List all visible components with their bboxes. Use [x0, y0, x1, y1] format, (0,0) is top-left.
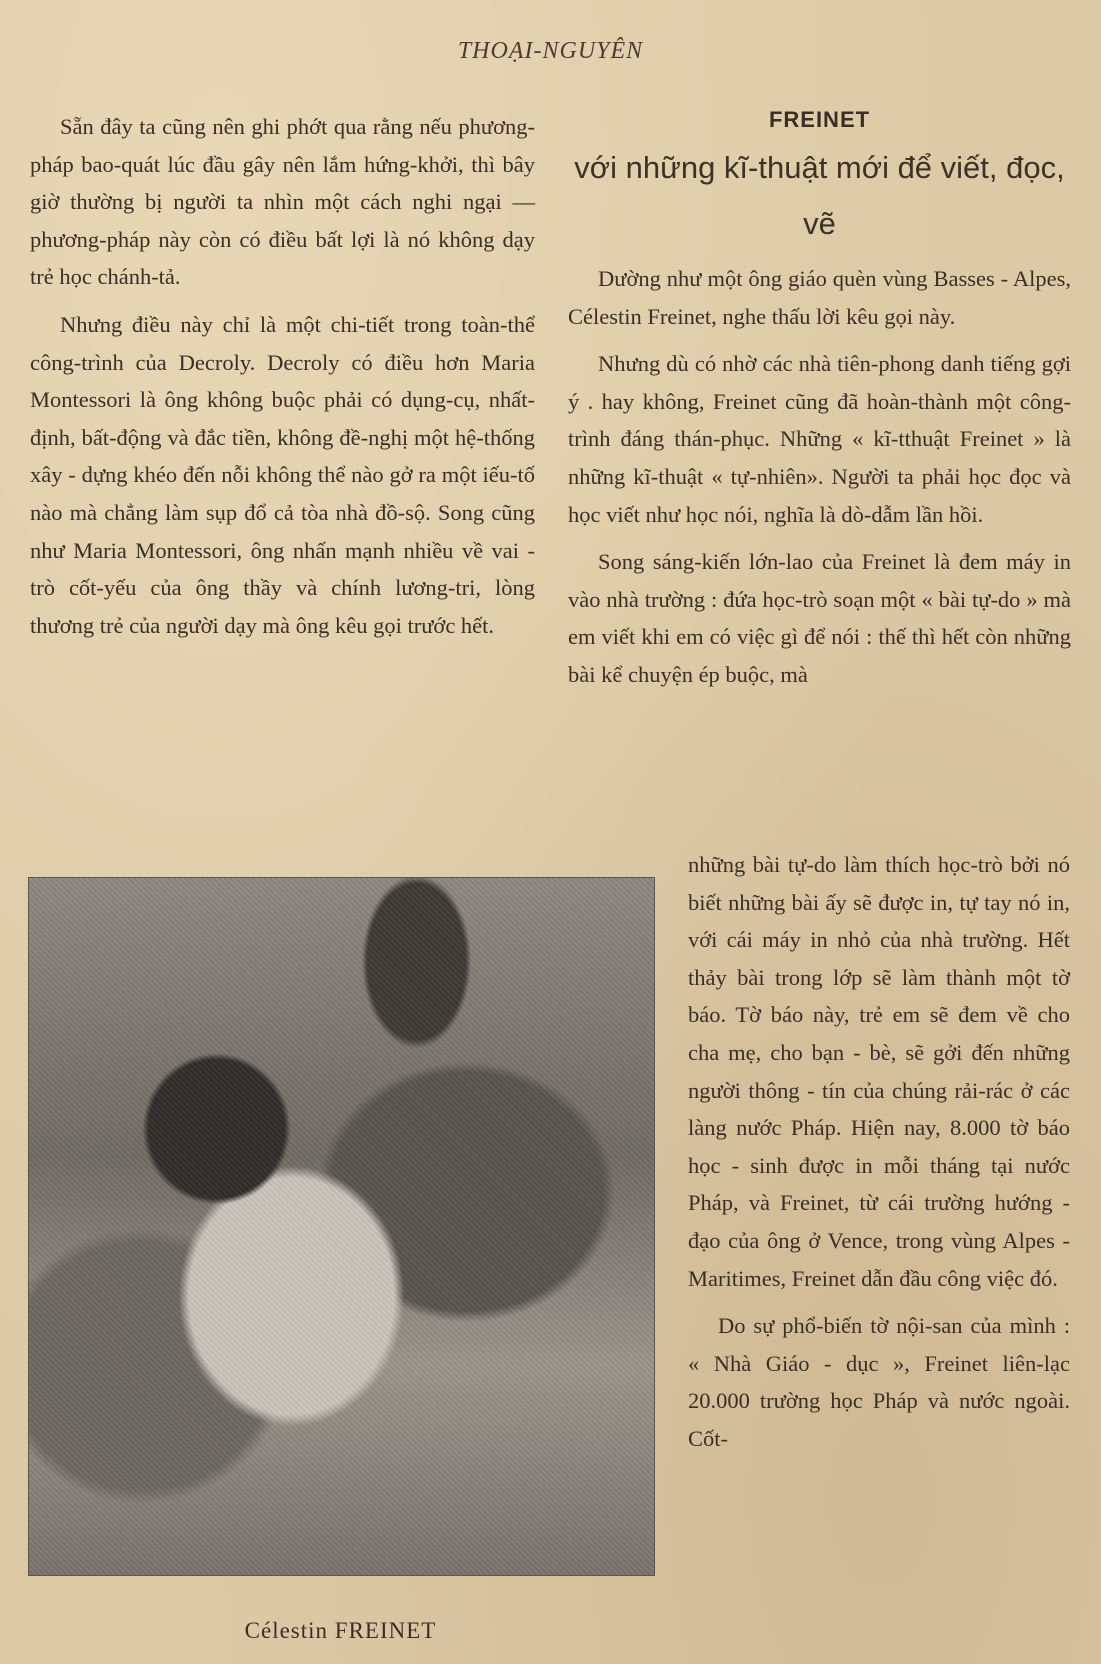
left-paragraph-1: Sẵn đây ta cũng nên ghi phớt qua rằng nếu phương-pháp bao-quát lúc đầu gây nên lắm hứng-khởi, thì bây giờ thường bị người ta nhìn một cách nghi ngại — phương-pháp này còn có điều bất lợi là nó không dạy trẻ học chánh-tả. [30, 114, 535, 290]
photo-celestin-freinet [28, 877, 655, 1576]
running-header: THOẠI-NGUYÊN [457, 38, 644, 64]
article-headline: với những kĩ-thuật mới để viết, đọc, vẽ [574, 150, 1065, 241]
article-paragraph-3: Song sáng-kiến lớn-lao của Freinet là đem máy in vào nhà trường : đứa học-trò soạn một « bài tự-do » mà em viết khi em có việc gì để nói : thế thì hết còn những bài kể chuyện ép buộc, mà [568, 549, 1071, 687]
article-paragraph-4: những bài tự-do làm thích học-trò bởi nó biết những bài ấy sẽ được in, tự tay nó in, với cái máy in nhỏ của nhà trường. Hết thảy bài trong lớp sẽ làm thành một tờ báo. Tờ báo này, trẻ em sẽ đem về cho cha mẹ, cho bạn - bè, sẽ gởi đến những người thông - tín của chúng rải-rác ở các làng nước Pháp. Hiện nay, 8.000 tờ báo học - sinh được in mỗi tháng tại nước Pháp, và Freinet, từ cái trường hướng - đạo của ông ở Vence, trong vùng Alpes - Maritimes, Freinet dẫn đầu công việc đó. [688, 852, 1070, 1291]
article-paragraph-2: Nhưng dù có nhờ các nhà tiên-phong danh tiếng gợi ý . hay không, Freinet cũng đã hoàn-thành một công-trình đáng thán-phục. Những « kĩ-tthuật Freinet » là những kĩ-thuật « tự-nhiên». Người ta phải học đọc và học viết như học nói, nghĩa là dò-dẫm lần hồi. [568, 351, 1071, 527]
article-paragraph-5: Do sự phổ-biến tờ nội-san của mình : « Nhà Giáo - dục », Freinet liên-lạc 20.000 trường học Pháp và nước ngoài. Cốt- [688, 1313, 1070, 1451]
article-paragraph-1: Dường như một ông giáo quèn vùng Basses - Alpes, Célestin Freinet, nghe thấu lời kêu gọi này. [568, 266, 1071, 329]
article-column [568, 100, 1071, 704]
left-column [30, 108, 535, 654]
photo-caption: Célestin FREINET [244, 1618, 437, 1643]
article-kicker: FREINET [768, 107, 871, 132]
left-paragraph-2: Nhưng điều này chỉ là một chi-tiết trong toàn-thể công-trình của Decroly. Decroly có điều hơn Maria Montessori là ông không buộc phải có dụng-cụ, nhất-định, bất-động và đắc tiền, không đề-nghị một hệ-thống xây - dựng khéo đến nỗi không thể nào gở ra một iếu-tố nào mà chẳng làm sụp đổ cả tòa nhà đồ-sộ. Song cũng như Maria Montessori, ông nhấn mạnh nhiều về vai - trò cốt-yếu của ông thầy và chính lương-tri, lòng thương trẻ của người dạy mà ông kêu gọi trước hết. [30, 311, 535, 638]
article-continued-column [688, 846, 1070, 1468]
